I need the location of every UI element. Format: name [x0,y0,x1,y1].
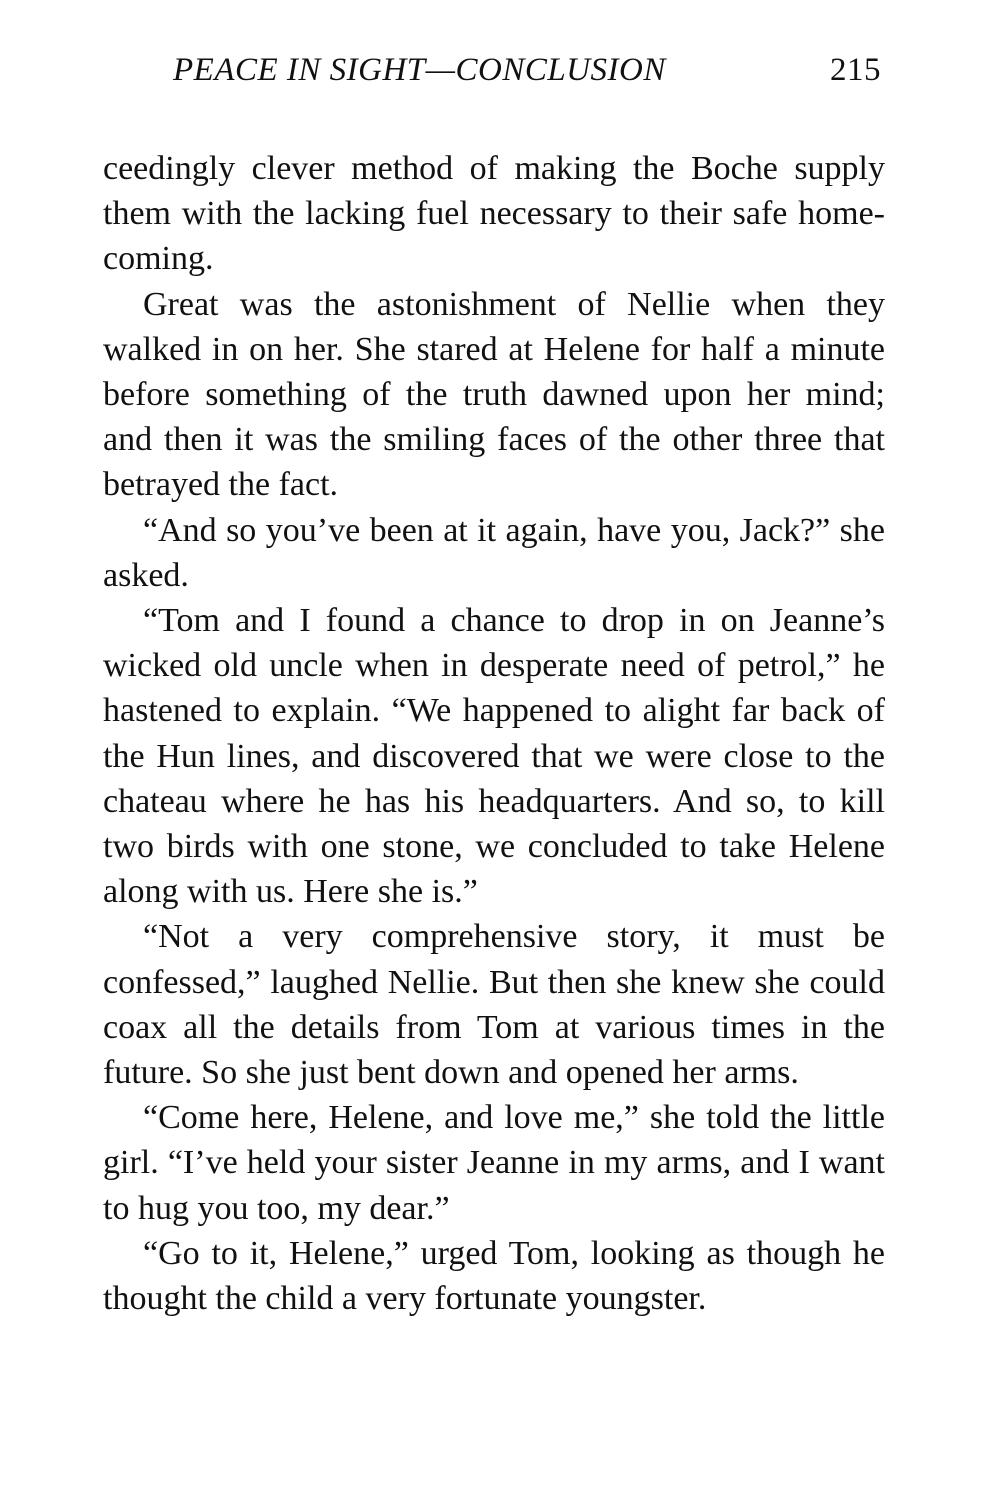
paragraph: ceedingly clever method of making the Boche supply them with the lacking fuel necessary to their safe home-coming. [103,150,885,278]
paragraph: “Tom and I found a chance to drop in on Jeanne’s wicked old uncle when in desperate need of petrol,” he hastened to explain. “We happened to alight far back of the Hun lines, and discovered that we were close to the chateau where he has his headquarters. And so, to kill two birds with one stone, we concluded to take Helene along with us. Here she is.” [103,602,885,911]
running-title: PEACE IN SIGHT—CONCLUSION [173,52,666,88]
body-text [103,146,885,1321]
paragraph: “Go to it, Helene,” urged Tom, looking as though he thought the child a very fortunate youngster. [103,1234,885,1318]
running-head [103,52,885,104]
paragraph: Great was the astonishment of Nellie when they walked in on her. She stared at Helene for half a minute before something of the truth dawned upon her mind; and then it was the smiling faces of the other three that betrayed the fact. [103,285,885,504]
book-page [103,52,885,1321]
paragraph: “Not a very comprehensive story, it must be confessed,” laughed Nellie. But then she knew she could coax all the details from Tom at various times in the future. So she just bent down and opened her arms. [103,918,885,1092]
page-number: 215 [830,52,881,88]
paragraph: “Come here, Helene, and love me,” she told the little girl. “I’ve held your sister Jeanne in my arms, and I want to hug you too, my dear.” [103,1099,885,1227]
paragraph: “And so you’ve been at it again, have you, Jack?” she asked. [103,511,885,594]
